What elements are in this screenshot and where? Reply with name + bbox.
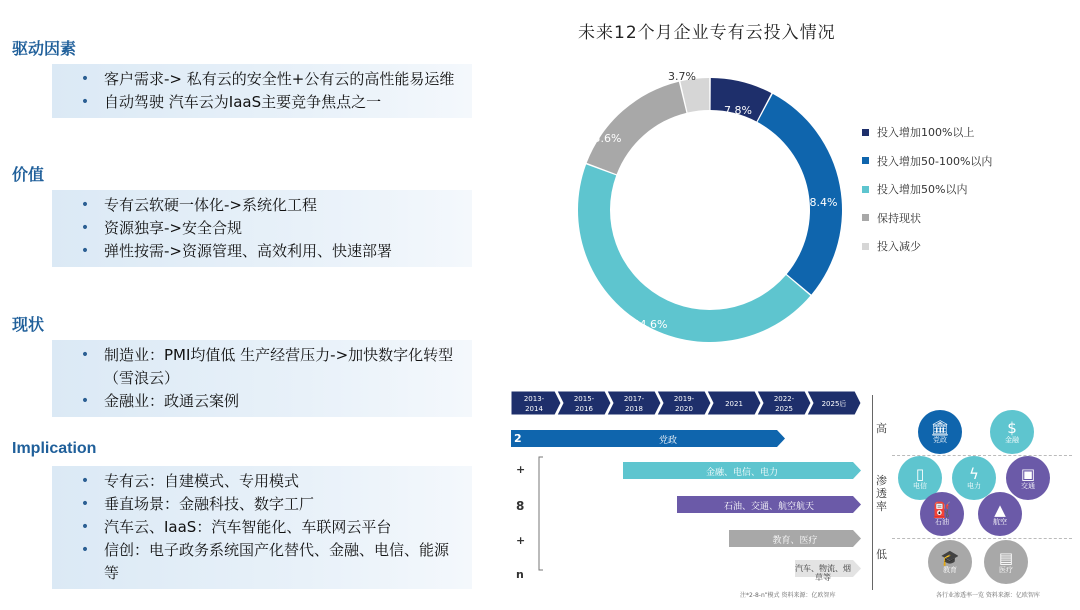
legend-item bbox=[862, 147, 992, 176]
timeline-footnote: 注*2-8-n”模式 资料来源：亿欧智库 bbox=[740, 592, 836, 599]
penetration-axis bbox=[872, 395, 873, 590]
timeline-year-label: 2025后 bbox=[821, 400, 847, 408]
section-title-implication: Implication bbox=[12, 440, 97, 457]
legend-item bbox=[862, 118, 992, 147]
value-panel bbox=[52, 190, 472, 267]
list-item: • 金融业：政通云案例 bbox=[66, 390, 462, 413]
section-title-value: 价值 bbox=[12, 165, 45, 184]
timeline-year-label: 2025 bbox=[775, 405, 793, 413]
timeline-bar-label: 党政 bbox=[658, 436, 677, 446]
donut-data-label: 15.6% bbox=[586, 132, 622, 145]
penetration-rate-label: 渗透率 bbox=[876, 474, 887, 513]
timeline-bar-label: 石油、交通、航空航天 bbox=[723, 502, 814, 512]
timeline-year-label: 2015- bbox=[573, 395, 595, 403]
timeline-year-label: 2014 bbox=[525, 405, 543, 413]
legend-label: 投入增加50%以内 bbox=[877, 183, 968, 197]
list-item: • 专有云软硬一体化->系统化工程 bbox=[66, 194, 462, 217]
timeline-year-label: 2013- bbox=[523, 395, 545, 403]
bullet-dot: • bbox=[80, 220, 90, 236]
timeline-left-label: 8 bbox=[516, 499, 525, 513]
list-item: • 专有云：自建模式、专用模式 bbox=[66, 470, 462, 493]
timeline-bar-label: 金融、电信、电力 bbox=[705, 468, 778, 478]
legend-swatch bbox=[862, 157, 869, 164]
legend-swatch bbox=[862, 214, 869, 221]
implication-panel bbox=[52, 466, 472, 589]
chart-legend bbox=[862, 118, 992, 261]
list-item: • 客户需求-> 私有云的安全性+公有云的高性能易运维 bbox=[66, 68, 462, 91]
timeline-left-label: + bbox=[516, 534, 526, 547]
donut-chart bbox=[560, 60, 860, 360]
timeline-left-label: + bbox=[516, 463, 526, 476]
donut-slice bbox=[758, 94, 842, 295]
timeline-year-label: 2021 bbox=[725, 400, 743, 408]
bullet-dot: • bbox=[80, 542, 90, 558]
penetration-divider bbox=[892, 538, 1072, 539]
rocket-icon: ▲ 航空 bbox=[978, 492, 1022, 536]
bullet-dot: • bbox=[80, 197, 90, 213]
bullet-dot: • bbox=[80, 519, 90, 535]
list-item: • 自动驾驶 汽车云为IaaS主要竞争焦点之一 bbox=[66, 91, 462, 114]
legend-item bbox=[862, 175, 992, 204]
legend-label: 保持现状 bbox=[877, 211, 921, 225]
timeline-year-label: 2019- bbox=[673, 395, 695, 403]
donut-slice bbox=[578, 164, 810, 342]
penetration-low-label: 低 bbox=[876, 548, 887, 561]
section-title-drivers: 驱动因素 bbox=[12, 39, 77, 58]
list-item: • 制造业：PMI均值低 生产经营压力->加快数字化转型（雪浪云） bbox=[66, 344, 462, 390]
bus-icon: ▣ 交通 bbox=[1006, 456, 1050, 500]
bullet-dot: • bbox=[80, 393, 90, 409]
section-title-status: 现状 bbox=[12, 315, 45, 334]
bullet-dot: • bbox=[80, 347, 90, 363]
bullet-dot: • bbox=[80, 71, 90, 87]
power-icon: ϟ 电力 bbox=[952, 456, 996, 500]
timeline-left-label: n bbox=[516, 568, 524, 581]
legend-label: 投入增加100%以上 bbox=[877, 126, 975, 140]
chart-title: 未来12个月企业专有云投入情况 bbox=[578, 23, 836, 43]
donut-data-label: 28.4% bbox=[802, 196, 838, 209]
penetration-high-label: 高 bbox=[876, 422, 887, 435]
drivers-panel bbox=[52, 64, 472, 118]
bullet-dot: • bbox=[80, 94, 90, 110]
list-item: • 垂直场景：金融科技、数字工厂 bbox=[66, 493, 462, 516]
legend-item bbox=[862, 232, 992, 261]
legend-swatch bbox=[862, 186, 869, 193]
timeline-bar-label: 汽车、物流、烟草等 bbox=[795, 564, 851, 582]
timeline-year-label: 2016 bbox=[575, 405, 593, 413]
education-icon: 🎓 教育 bbox=[928, 540, 972, 584]
party-building-icon: 🏛 党政 bbox=[918, 410, 962, 454]
timeline-year-label: 2018 bbox=[625, 405, 643, 413]
legend-label: 投入增加50-100%以内 bbox=[877, 154, 993, 168]
oil-icon: ⛽ 石油 bbox=[920, 492, 964, 536]
timeline-left-label: 2 bbox=[514, 432, 522, 445]
donut-data-label: 3.7% bbox=[668, 70, 696, 83]
penetration-footnote: 各行业渗透率一览 资料来源：亿欧智库 bbox=[936, 592, 1040, 599]
timeline-year-label: 2022- bbox=[773, 395, 795, 403]
donut-data-label: 44.6% bbox=[632, 318, 668, 331]
donut-slice bbox=[587, 82, 687, 175]
donut-data-label: 7.8% bbox=[724, 104, 752, 117]
medical-icon: ▤ 医疗 bbox=[984, 540, 1028, 584]
legend-item bbox=[862, 204, 992, 233]
bullet-dot: • bbox=[80, 496, 90, 512]
bullet-dot: • bbox=[80, 473, 90, 489]
legend-swatch bbox=[862, 243, 869, 250]
finance-icon: $ 金融 bbox=[990, 410, 1034, 454]
timeline-bracket bbox=[539, 457, 543, 570]
list-item: • 资源独享->安全合规 bbox=[66, 217, 462, 240]
telecom-icon: ▯ 电信 bbox=[898, 456, 942, 500]
legend-swatch bbox=[862, 129, 869, 136]
timeline-year-label: 2020 bbox=[675, 405, 693, 413]
status-panel bbox=[52, 340, 472, 417]
list-item: • 信创：电子政务系统国产化替代、金融、电信、能源等 bbox=[66, 539, 462, 585]
bullet-dot: • bbox=[80, 243, 90, 259]
timeline-bar-label: 教育、医疗 bbox=[772, 536, 818, 546]
legend-label: 投入减少 bbox=[877, 240, 921, 254]
list-item: • 弹性按需->资源管理、高效利用、快速部署 bbox=[66, 240, 462, 263]
list-item: • 汽车云、IaaS：汽车智能化、车联网云平台 bbox=[66, 516, 462, 539]
timeline-year-label: 2017- bbox=[623, 395, 645, 403]
